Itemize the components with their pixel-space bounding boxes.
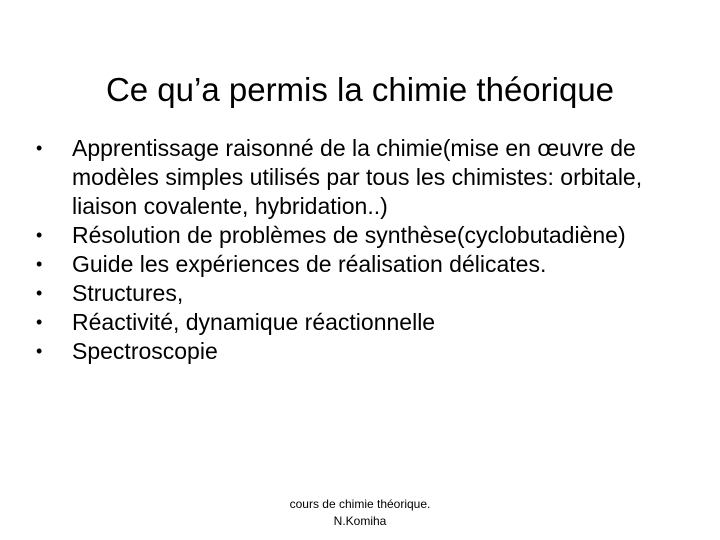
bullet-item-structures (36, 279, 696, 308)
bullet-item-reactivity (36, 308, 696, 337)
bullet-text: Apprentissage raisonné de la chimie(mise en œuvre de modèles simples utilisés par tous les chimistes: orbitale, liaison covalente, hybridation..) (72, 135, 643, 219)
bullet-dot-icon: • (36, 341, 43, 361)
slide-title: Ce qu’a permis la chimie théorique (105, 71, 615, 109)
bullet-text: Réactivité, dynamique réactionnelle (72, 309, 436, 335)
bullet-dot-icon: • (36, 283, 43, 303)
footer-course-name: cours de chimie théorique. (289, 497, 431, 511)
slide-footer (250, 496, 470, 530)
bullet-text: Résolution de problèmes de synthèse(cyclobutadiène) (72, 222, 626, 248)
bullet-text: Structures, (72, 280, 184, 306)
bullet-dot-icon: • (36, 312, 43, 332)
bullet-item-synthesis (36, 221, 696, 250)
bullet-text: Guide les expériences de réalisation délicates. (72, 251, 547, 277)
bullet-dot-icon: • (36, 254, 43, 274)
bullet-dot-icon: • (36, 138, 43, 158)
bullet-list (36, 134, 696, 366)
bullet-item-experiments (36, 250, 696, 279)
bullet-item-learning (36, 134, 696, 221)
bullet-text: Spectroscopie (72, 338, 218, 364)
footer-author: N.Komiha (333, 514, 387, 528)
bullet-dot-icon: • (36, 225, 43, 245)
bullet-item-spectroscopy (36, 337, 696, 366)
